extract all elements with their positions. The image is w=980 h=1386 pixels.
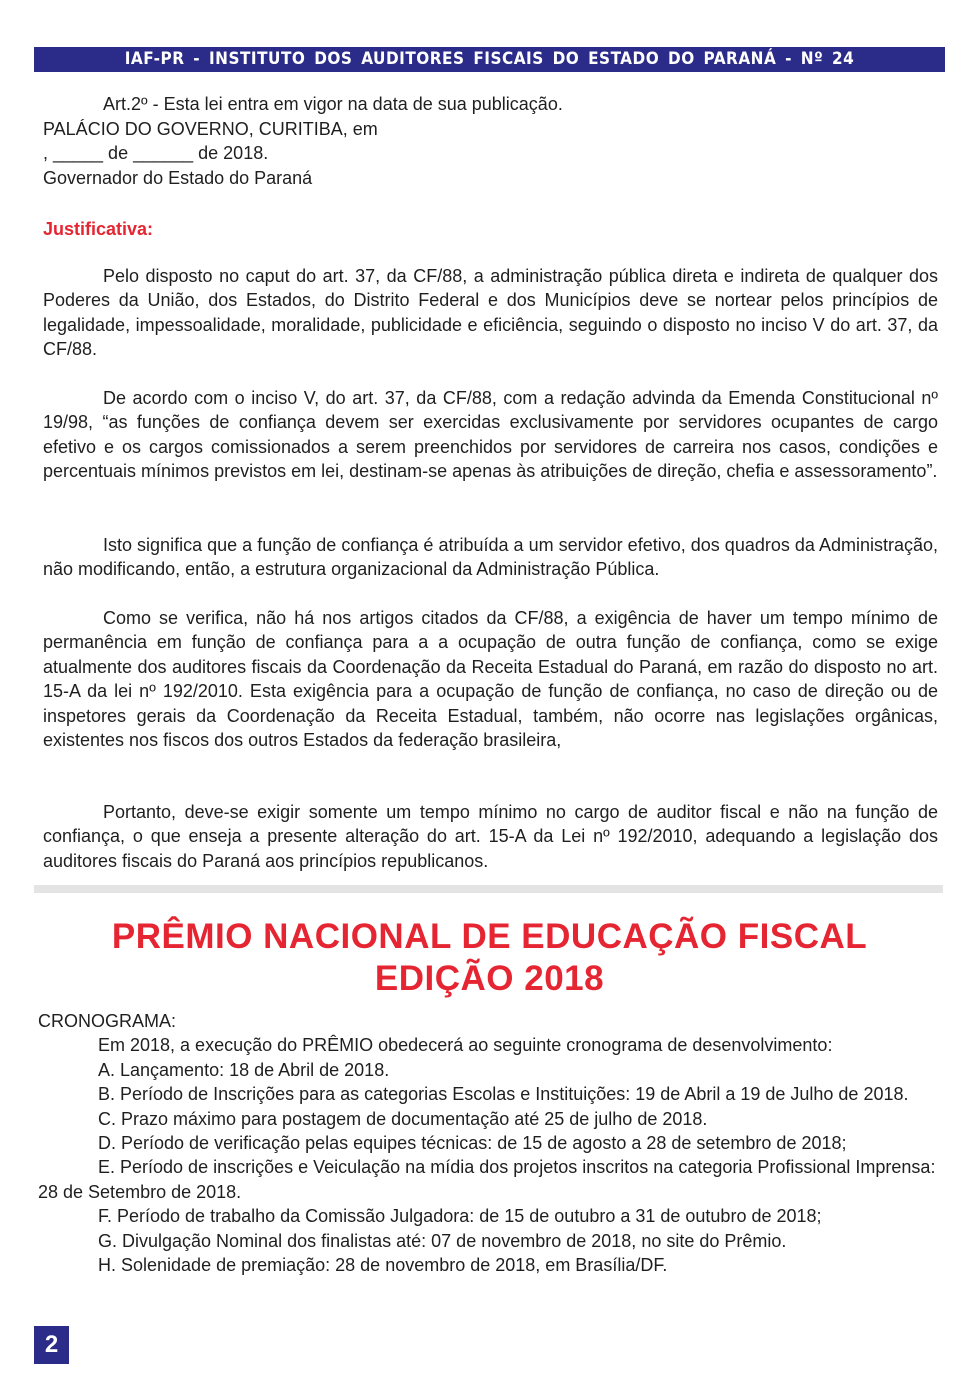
justification-paragraph: Isto significa que a função de confiança é atribuída a um servidor efetivo, dos quadros da Administração, não modificando, então, a estrutura organizacional da Administração Pública. xyxy=(43,535,938,580)
cronograma-item: G. Divulgação Nominal dos finalistas até: 07 de novembro de 2018, no site do Prêmio. xyxy=(98,1230,787,1251)
cronograma-intro: Em 2018, a execução do PRÊMIO obedecerá ao seguinte cronograma de desenvolvimento: xyxy=(98,1035,833,1056)
cronograma-item: F. Período de trabalho da Comissão Julgadora: de 15 de outubro a 31 de outubro de 2018; xyxy=(98,1206,822,1227)
article-palace: PALÁCIO DO GOVERNO, CURITIBA, em xyxy=(43,118,378,139)
cronograma-item: D. Período de verificação pelas equipes técnicas: de 15 de agosto a 28 de setembro de 2018; xyxy=(98,1133,847,1154)
cronograma-item: E. Período de inscrições e Veiculação na mídia dos projetos inscritos na categoria Profissional Imprensa: 28 de Setembro de 2018. xyxy=(38,1157,936,1202)
header-bar xyxy=(34,47,945,72)
justification-paragraph: Como se verifica, não há nos artigos citados da CF/88, a exigência de haver um tempo mínimo de permanência em função de confiança para a a ocupação de outra função de confiança, como se exige atualmente dos auditores fiscais da Coordenação da Receita Estadual do Paraná, em razão do disposto no art. 15-A da lei nº 192/2010. Esta exigência para a ocupação de função de confiança, no caso de direção ou de inspetores gerais da Coordenação da Receita Estadual, também, não ocorre nas legislações orgânicas, existentes nos fiscos dos outros Estados da federação brasileira, xyxy=(43,608,938,751)
article-block xyxy=(43,92,938,190)
section-divider xyxy=(34,885,943,893)
premio-title-line1: PRÊMIO NACIONAL DE EDUCAÇÃO FISCAL xyxy=(111,917,868,956)
page-number: 2 xyxy=(34,1326,69,1364)
cronograma-item: A. Lançamento: 18 de Abril de 2018. xyxy=(98,1059,390,1080)
premio-title-line2: EDIÇÃO 2018 xyxy=(374,959,605,998)
justification-paragraph: Pelo disposto no caput do art. 37, da CF/88, a administração pública direta e indireta de qualquer dos Poderes da União, dos Estados, do Distrito Federal e dos Municípios deve se nortear pelos princípios de legalidade, impessoalidade, moralidade, publicidade e eficiência, seguindo o disposto no inciso V do art. 37, da CF/88. xyxy=(43,266,938,360)
cronograma-block xyxy=(38,1009,943,1277)
premio-title xyxy=(34,916,945,1000)
justification-paragraph: De acordo com o inciso V, do art. 37, da CF/88, com a redação advinda da Emenda Constitucional nº 19/98, “as funções de confiança devem ser exercidas exclusivamente por servidores ocupantes de cargo efetivo e os cargos comissionados a serem preenchidos por servidores de carreira nos casos, condições e percentuais mínimos previstos em lei, destinam-se apenas às atribuições de direção, chefia e assessoramento”. xyxy=(43,388,938,482)
header-title: IAF-PR - INSTITUTO DOS AUDITORES FISCAIS DO ESTADO DO PARANÁ - Nº 24 xyxy=(124,49,855,69)
article-governor: Governador do Estado do Paraná xyxy=(43,167,313,188)
article-date-line: , _____ de ______ de 2018. xyxy=(43,143,269,163)
justification-paragraph: Portanto, deve-se exigir somente um tempo mínimo no cargo de auditor fiscal e não na função de confiança, o que enseja a presente alteração do art. 15-A da Lei nº 192/2010, adequando a legislação dos auditores fiscais do Paraná aos princípios republicanos. xyxy=(43,802,938,871)
justification-label: Justificativa: xyxy=(43,219,154,239)
cronograma-item: H. Solenidade de premiação: 28 de novembro de 2018, em Brasília/DF. xyxy=(98,1255,668,1276)
cronograma-label: CRONOGRAMA: xyxy=(38,1011,177,1031)
cronograma-item: B. Período de Inscrições para as categorias Escolas e Instituições: 19 de Abril a 19 de Julho de 2018. xyxy=(98,1084,909,1105)
article-art2: Art.2º - Esta lei entra em vigor na data de sua publicação. xyxy=(103,94,563,114)
cronograma-item: C. Prazo máximo para postagem de documentação até 25 de julho de 2018. xyxy=(98,1108,708,1129)
